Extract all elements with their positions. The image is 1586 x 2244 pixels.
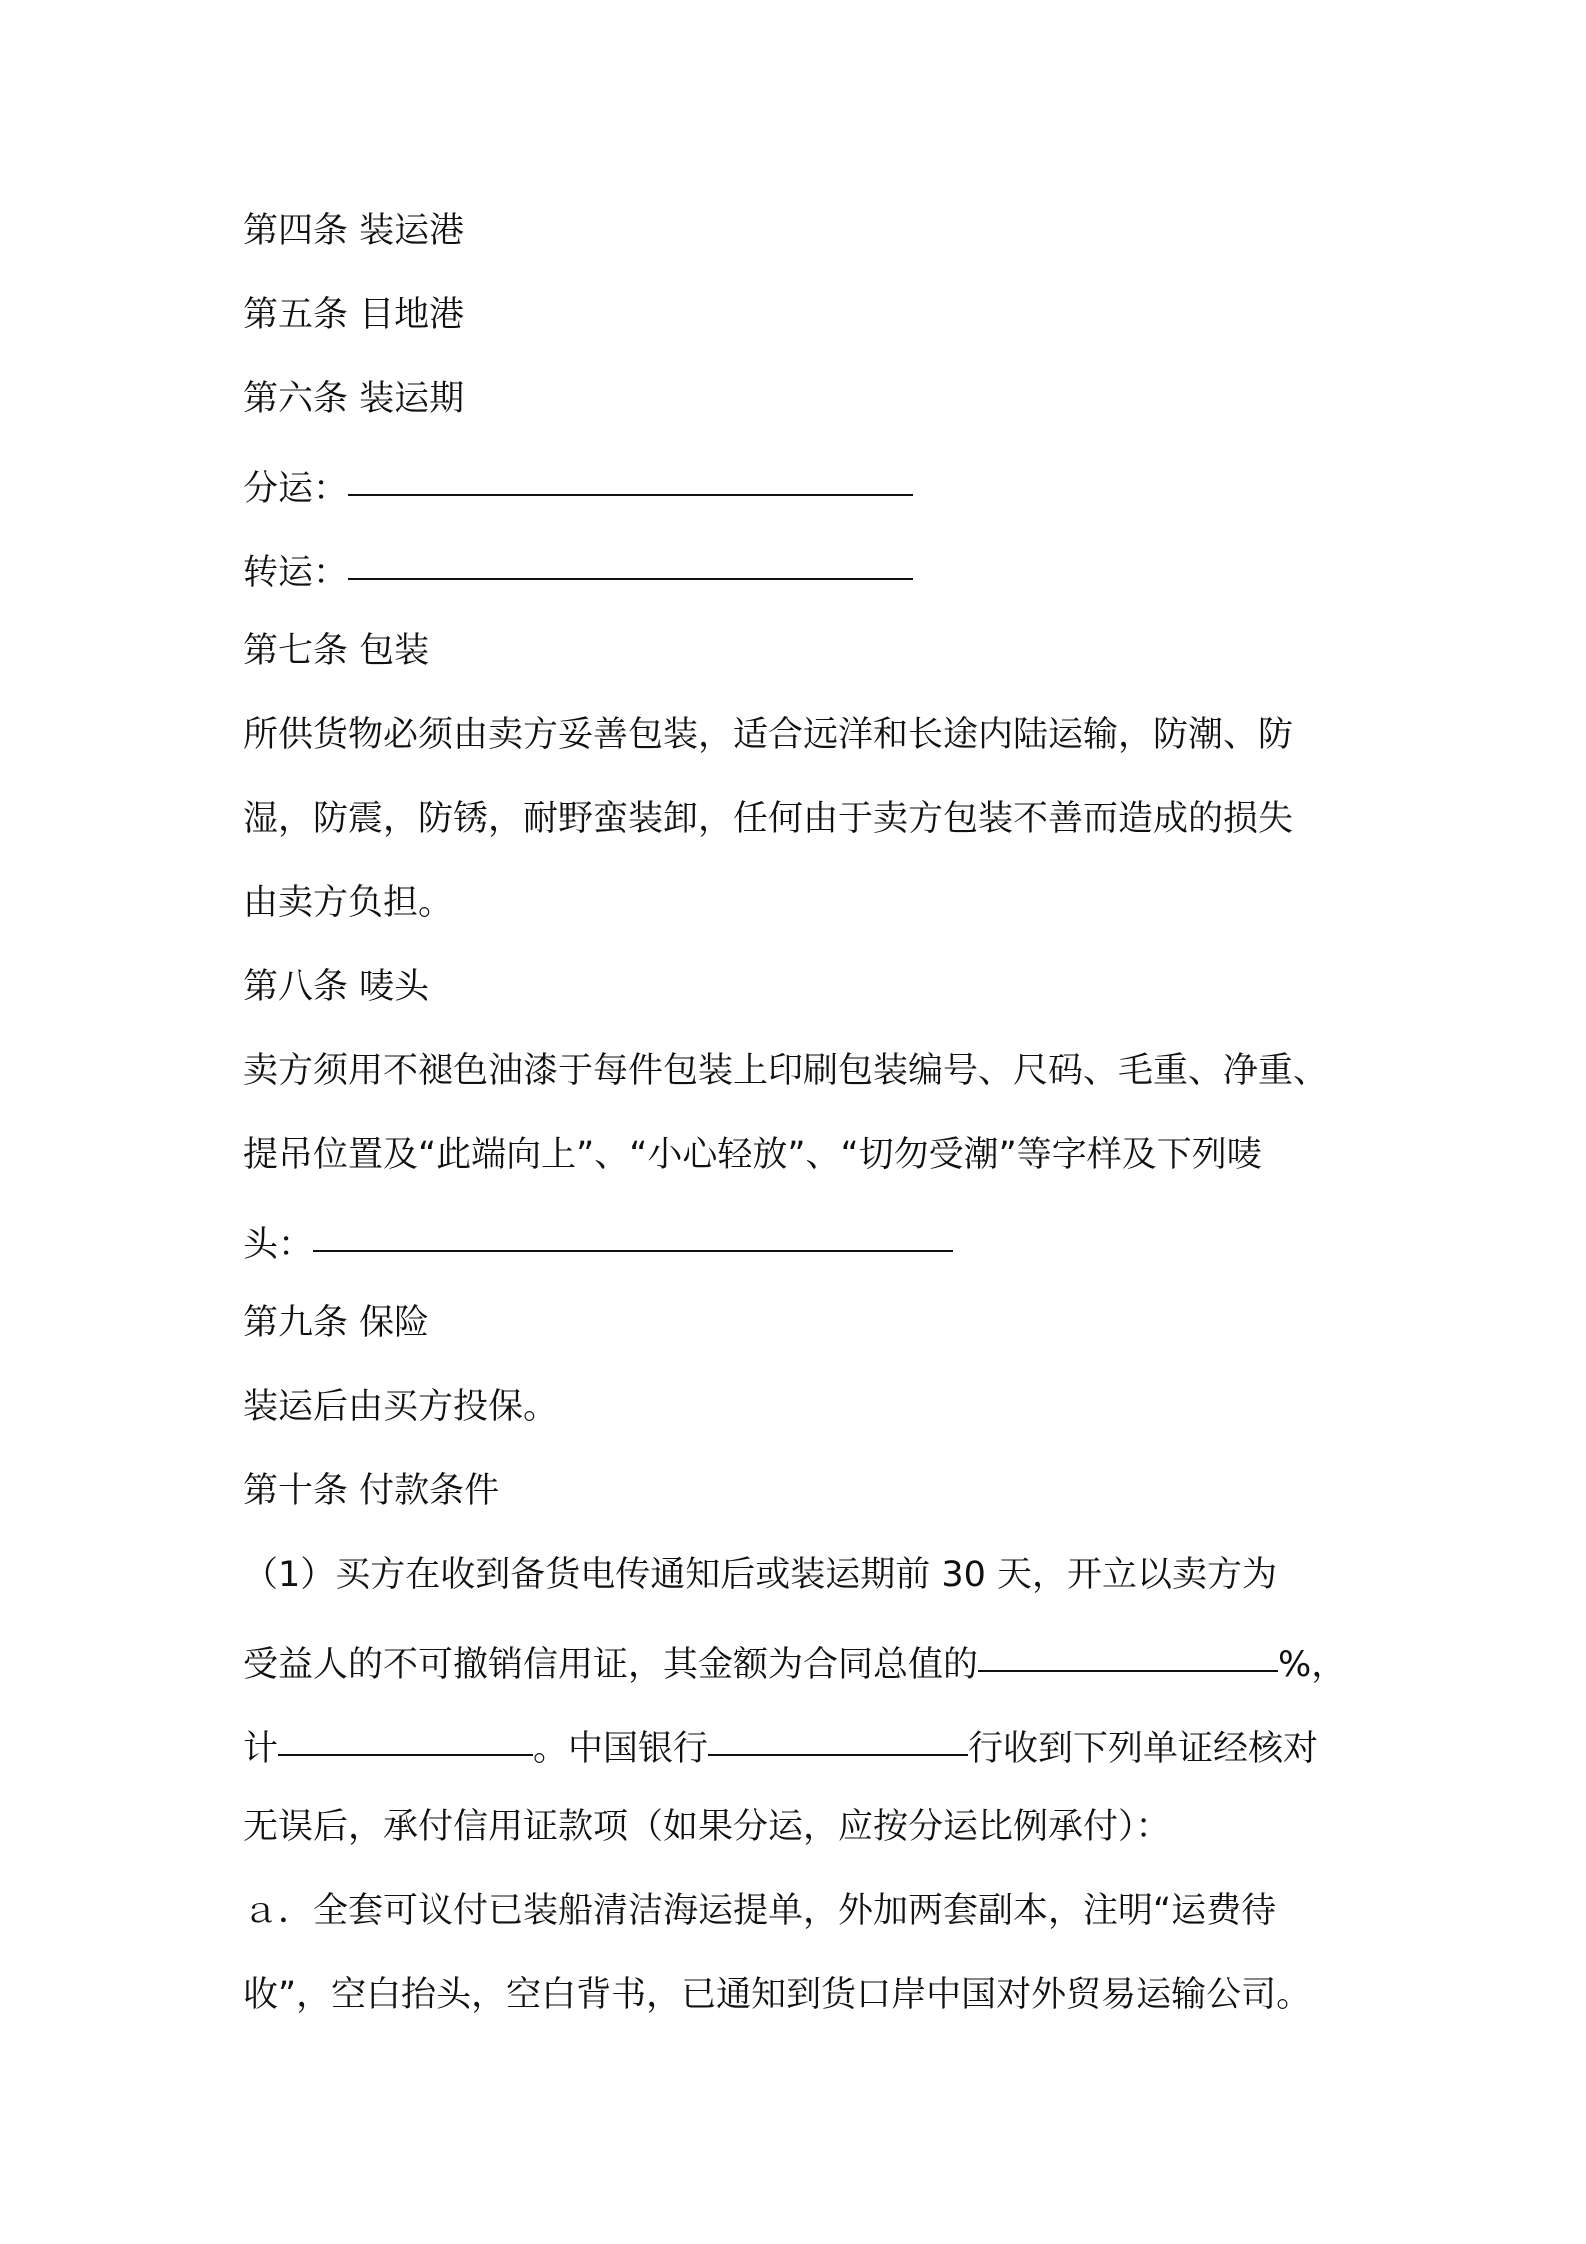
insurance-text: 装运后由买方投保。 — [243, 1387, 559, 1427]
article-8-heading: 第八条 唛头 — [243, 967, 430, 1007]
article-7-heading: 第七条 包装 — [243, 631, 430, 671]
marks-line-3 — [243, 1204, 1373, 1288]
transshipment-label: 转运： — [243, 553, 349, 593]
partial-shipment-blank — [348, 448, 913, 496]
packing-text-line-1: 所供货物必须由卖方妥善包装，适合远洋和长途内陆运输，防潮、防 — [243, 715, 1294, 755]
percent-sign: %， — [1278, 1645, 1347, 1685]
packing-text-line-3: 由卖方负担。 — [243, 883, 454, 923]
amount-blank — [278, 1708, 533, 1756]
contract-percent-blank — [978, 1624, 1278, 1672]
payment-item-a-line-1: ａ．全套可议付已装船清洁海运提单，外加两套副本，注明“运费待 — [243, 1891, 1277, 1931]
payment-text-line-1: （1）买方在收到备货电传通知后或装运期前 30 天，开立以卖方为 — [243, 1555, 1278, 1595]
bank-label: 。中国银行 — [533, 1729, 709, 1769]
transshipment-blank — [348, 532, 913, 580]
payment-text-line-4: 无误后，承付信用证款项（如果分运，应按分运比例承付）： — [243, 1807, 1171, 1847]
article-10-heading: 第十条 付款条件 — [243, 1471, 500, 1511]
partial-shipment-line — [243, 448, 1373, 532]
article-5-heading: 第五条 目地港 — [243, 295, 465, 335]
article-4-heading: 第四条 装运港 — [243, 211, 465, 251]
payment-line-3-tail: 行收到下列单证经核对 — [968, 1729, 1319, 1769]
contract-body — [243, 196, 1373, 2044]
marks-text-line-1: 卖方须用不褪色油漆于每件包装上印刷包装编号、尺码、毛重、净重、 — [243, 1051, 1329, 1091]
partial-shipment-label: 分运： — [243, 469, 349, 509]
transshipment-line — [243, 532, 1373, 616]
bank-branch-blank — [708, 1708, 968, 1756]
amount-label: 计 — [243, 1729, 279, 1769]
marks-label: 头： — [243, 1225, 314, 1265]
payment-text-line-2 — [243, 1624, 1373, 1708]
payment-text-line-3 — [243, 1708, 1373, 1792]
article-9-heading: 第九条 保险 — [243, 1303, 430, 1343]
article-6-heading: 第六条 装运期 — [243, 379, 465, 419]
marks-blank — [313, 1204, 953, 1252]
packing-text-line-2: 湿，防震，防锈，耐野蛮装卸，任何由于卖方包装不善而造成的损失 — [243, 799, 1294, 839]
payment-line-2-text: 受益人的不可撤销信用证，其金额为合同总值的 — [243, 1645, 979, 1685]
payment-item-a-line-2: 收”，空白抬头，空白背书，已通知到货口岸中国对外贸易运输公司。 — [243, 1975, 1312, 2015]
marks-text-line-2: 提吊位置及“此端向上”、“小心轻放”、“切勿受潮”等字样及下列唛 — [243, 1135, 1262, 1175]
